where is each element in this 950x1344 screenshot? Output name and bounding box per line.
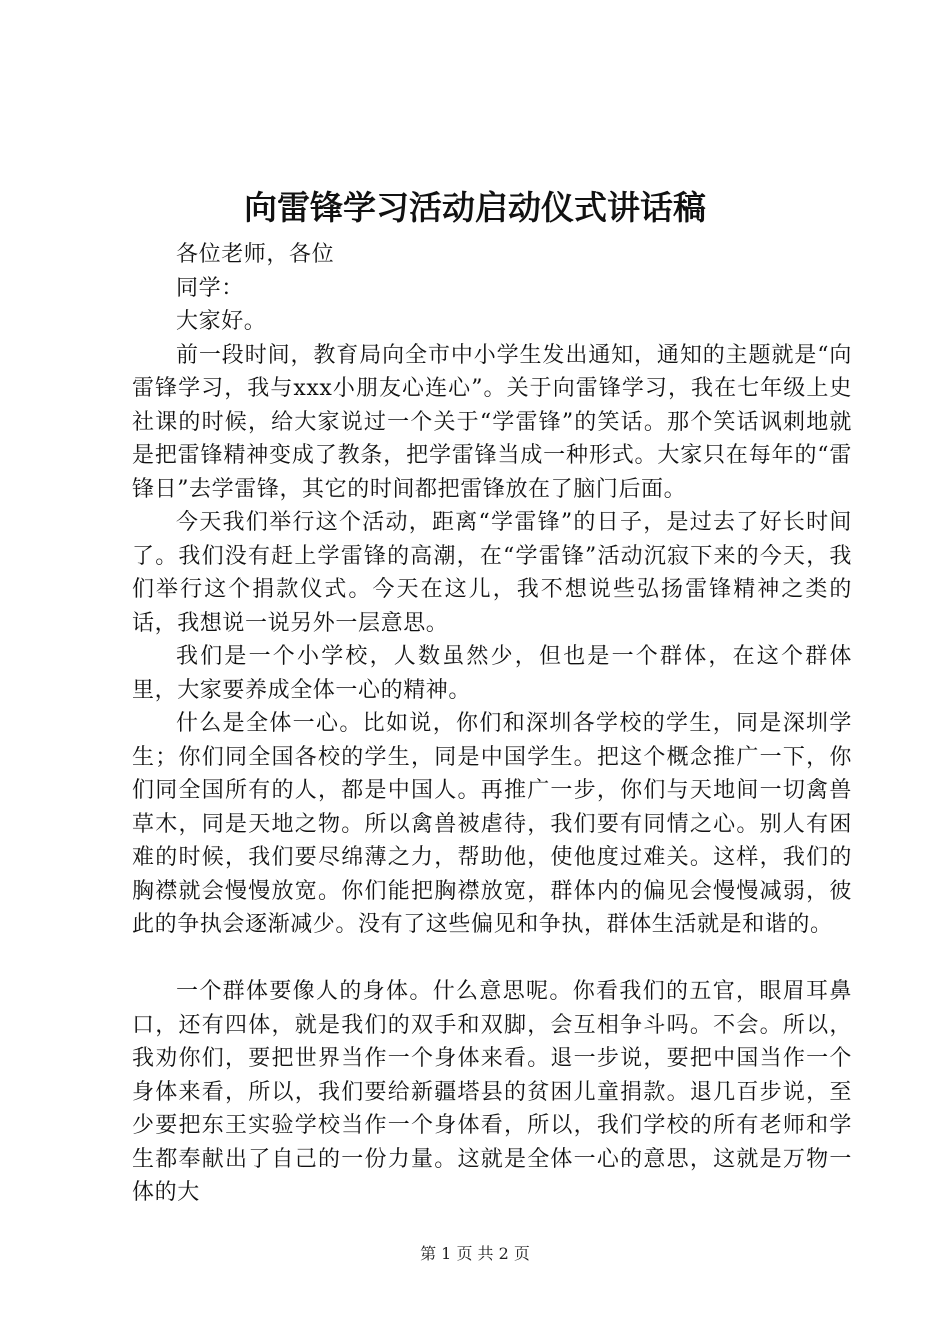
- paragraph: 什么是全体一心。比如说，你们和深圳各学校的学生，同是深圳学生；你们同全国各校的学生，同是中国学生。把这个概念推广一下，你们同全国所有的人，都是中国人。再推广一步，你们与天地间一切禽兽草木，同是天地之物。所以禽兽被虐待，我们要有同情之心。别人有困难的时候，我们要尽绵薄之力，帮助他，使他度过难关。这样，我们的胸襟就会慢慢放宽。你们能把胸襟放宽，群体内的偏见会慢慢减弱，彼此的争执会逐渐减少。没有了这些偏见和争执，群体生活就是和谐的。: [132, 711, 852, 937]
- document-title: 向雷锋学习活动启动仪式讲话稿: [244, 188, 706, 227]
- paragraph: 我们是一个小学校，人数虽然少，但也是一个群体，在这个群体里，大家要养成全体一心的精神。: [132, 644, 852, 703]
- greeting-line: 同学：: [176, 275, 244, 301]
- greeting-line: 各位老师，各位: [176, 242, 335, 267]
- paragraph: 一个群体要像人的身体。什么意思呢。你看我们的五官，眼眉耳鼻口，还有四体，就是我们的双手和双脚，会互相争斗吗。不会。所以，我劝你们，要把世界当作一个身体来看。退一步说，要把中国当作一个身体来看，所以，我们要给新疆塔县的贫困儿童捐款。退几百步说，至少要把东王实验学校当作一个身体看，所以，我们学校的所有老师和学生都奉献出了自己的一份力量。这就是全体一心的意思，这就是万物一体的大: [132, 979, 852, 1205]
- document-body: [132, 238, 852, 1210]
- page-number: 第 1 页 共 2 页: [420, 1244, 530, 1263]
- greeting-line: 大家好。: [176, 309, 267, 334]
- paragraph-spacer: [132, 942, 852, 976]
- paragraph: 前一段时间，教育局向全市中小学生发出通知，通知的主题就是“向雷锋学习，我与xxx小朋友心连心”。关于向雷锋学习，我在七年级上史社课的时候，给大家说过一个关于“学雷锋”的笑话。那个笑话讽刺地就是把雷锋精神变成了教条，把学雷锋当成一种形式。大家只在每年的“雷锋日”去学雷锋，其它的时间都把雷锋放在了脑门后面。: [132, 342, 852, 502]
- paragraph: 今天我们举行这个活动，距离“学雷锋”的日子，是过去了好长时间了。我们没有赶上学雷锋的高潮，在“学雷锋”活动沉寂下来的今天，我们举行这个捐款仪式。今天在这儿，我不想说些弘扬雷锋精神之类的话，我想说一说另外一层意思。: [132, 510, 852, 636]
